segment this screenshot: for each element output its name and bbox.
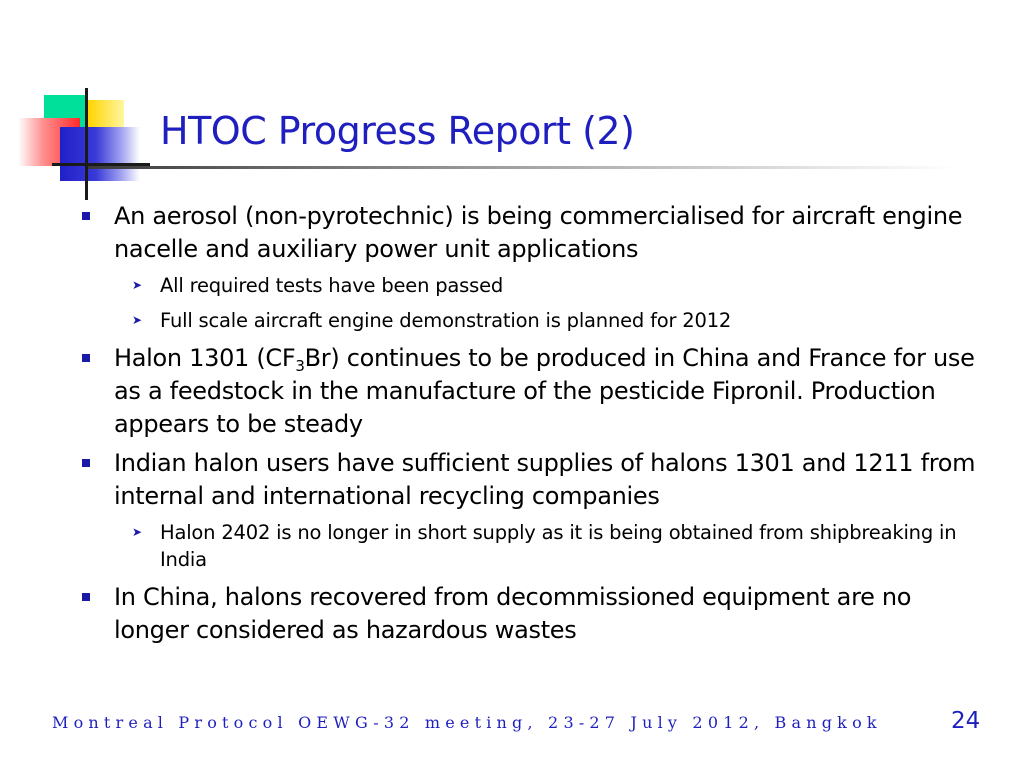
square-bullet-icon <box>82 593 90 601</box>
chevron-right-icon: ➤ <box>132 278 142 292</box>
sub-bullet-text: Halon 2402 is no longer in short supply as it is being obtained from shipbreaking in India <box>160 521 957 571</box>
sub-bullet-text: Full scale aircraft engine demonstration is planned for 2012 <box>160 309 732 332</box>
slide-body <box>80 200 990 653</box>
title-underline <box>88 166 958 169</box>
slide-title: HTOC Progress Report (2) <box>160 109 635 153</box>
bullet-text: Indian halon users have sufficient supplies of halons 1301 and 1211 from internal and international recycling companies <box>114 449 976 510</box>
sub-bullet-item <box>80 272 990 299</box>
slide-footer: Montreal Protocol OEWG-32 meeting, 23-27 July 2012, Bangkok <box>52 713 882 732</box>
chevron-right-icon: ➤ <box>132 313 142 327</box>
bullet-text-part: Halon 1301 (CF <box>114 344 296 372</box>
bullet-text: An aerosol (non-pyrotechnic) is being commercialised for aircraft engine nacelle and auxiliary power unit applications <box>114 202 963 263</box>
square-bullet-icon <box>82 212 90 220</box>
sub-bullet-text: All required tests have been passed <box>160 274 504 297</box>
sub-bullet-item <box>80 307 990 334</box>
square-bullet-icon <box>82 354 90 362</box>
blue-square <box>60 127 140 181</box>
subscript: 3 <box>295 357 305 375</box>
bullet-text: In China, halons recovered from decommissioned equipment are no longer considered as hazardous wastes <box>114 583 912 644</box>
logo-vertical-line <box>85 88 88 200</box>
bullet-text-part: Br) continues to be produced in China and France for use as a feedstock in the manufacture of the pesticide Fipronil. Production appears to be steady <box>114 344 975 438</box>
bullet-item <box>80 447 990 513</box>
page-number: 24 <box>951 708 981 734</box>
chevron-right-icon: ➤ <box>132 525 142 539</box>
square-bullet-icon <box>82 459 90 467</box>
bullet-item <box>80 342 990 441</box>
slide-logo-decoration <box>0 0 140 210</box>
bullet-item <box>80 581 990 647</box>
bullet-item <box>80 200 990 266</box>
sub-bullet-item <box>80 519 990 573</box>
